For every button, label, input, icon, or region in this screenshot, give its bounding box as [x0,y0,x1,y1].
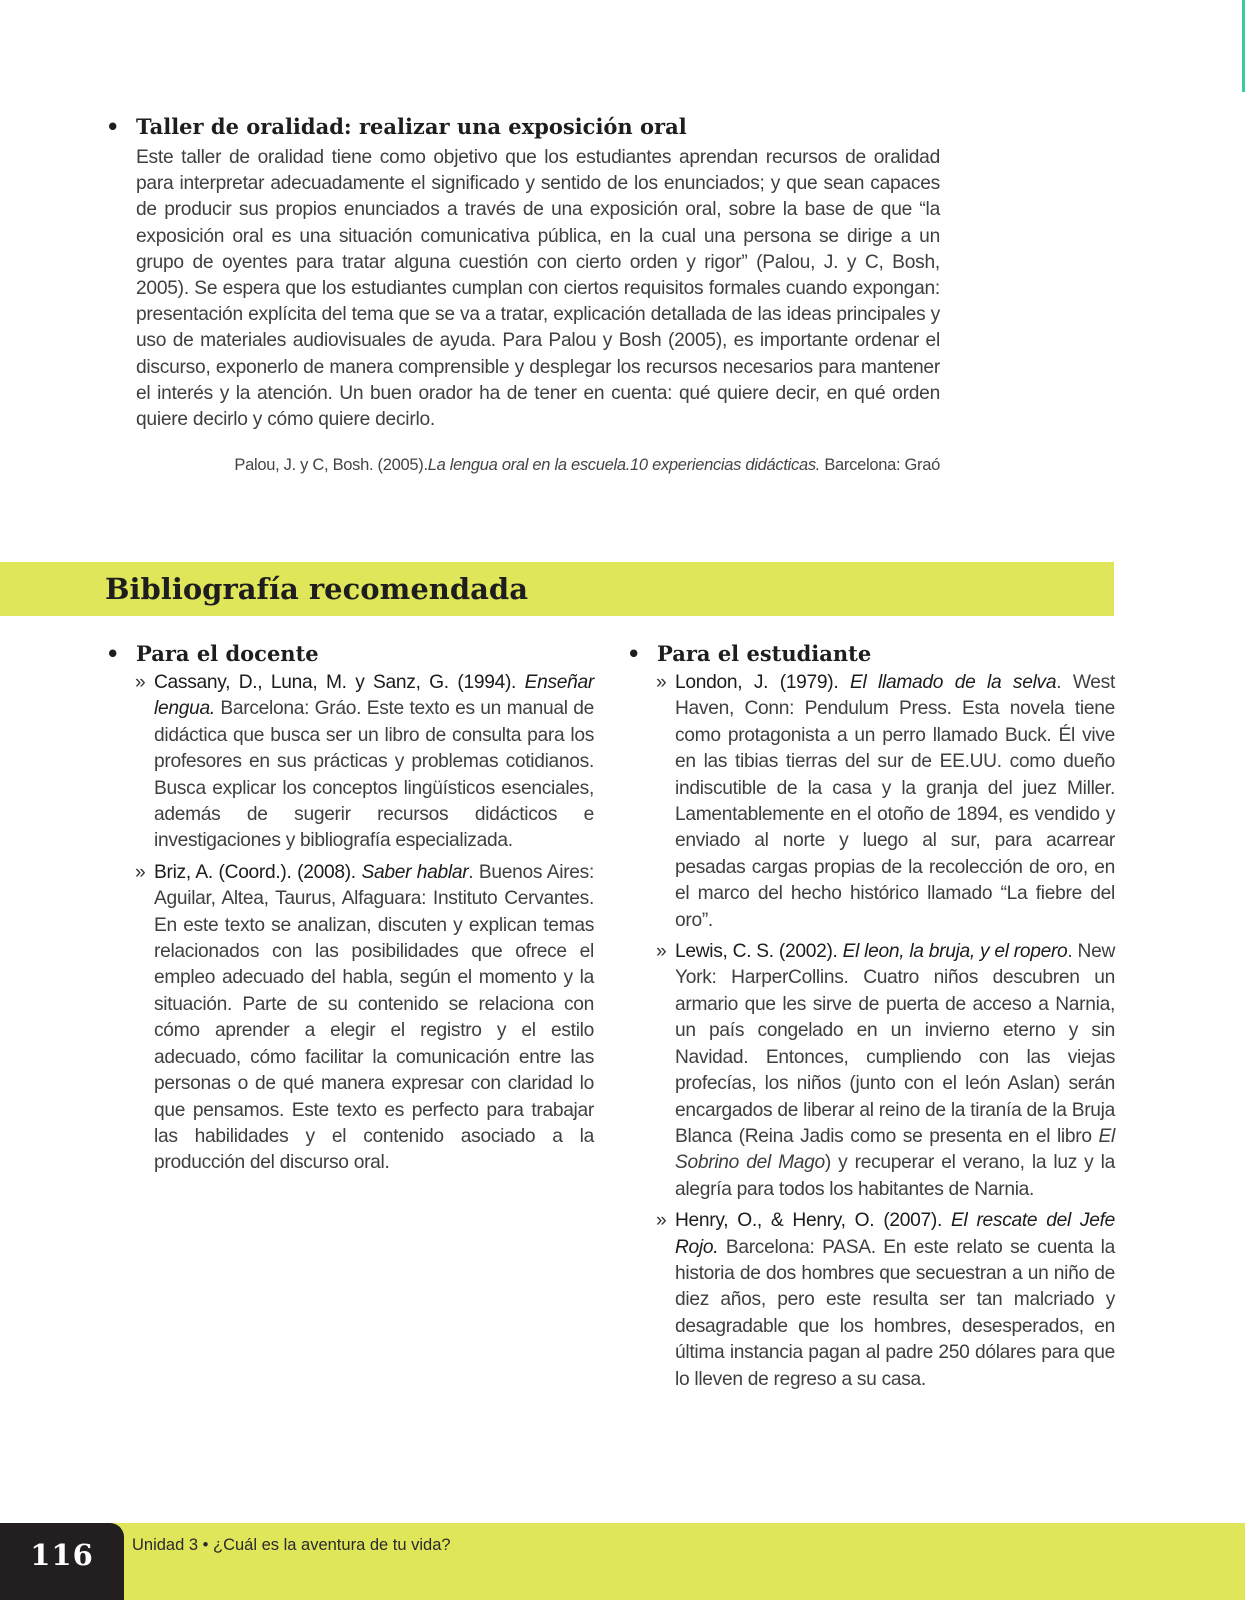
taller-body: Este taller de oralidad tiene como objetivo que los estudiantes aprendan recursos de oralidad para interpretar adecuadamente el significado y sentido de los enunciados; y que sean capaces de producir sus propios enunciados a través de una exposición oral, sobre la base de que “la exposición oral es una situación comunicativa pública, en la cual una persona se dirige a un grupo de oyentes para tratar alguna cuestión con cierto orden y rigor” (Palou, J. y C, Bosh, 2005). Se espera que los estudiantes cumplan con ciertos requisitos formales cuando expongan: presentación explícita del tema que se va a tratar, explicación detallada de las ideas principales y uso de materiales audiovisuales de ayuda. Para Palou y Bosh (2005), es importante ordenar el discurso, exponerlo de manera comprensible y desplegar los recursos necesarios para mantener el interés y la atención. Un buen orador ha de tener en cuenta: qué quiere decir, en qué orden quiere decirlo y cómo quiere decirlo. [136,147,940,431]
reference-author: Lewis, C. S. (2002). [675,941,843,963]
citation-authors: Palou, J. y C, Bosh. (2005). [234,456,428,475]
estudiante-column [627,639,1115,1398]
docente-column [106,639,594,1182]
reference-author: London, J. (1979). [675,672,850,693]
reference-description: Barcelona: Gráo. Este texto es un manual de didáctica que busca ser un libro de consulta para los profesores en sus prácticas y problemas cotidianos. Busca explicar los conceptos lingüísticos esenciales, además de sugerir recursos didácticos e investigaciones y bibliografía especializada. [154,698,594,852]
taller-heading [106,112,940,142]
reference-description: . Buenos Aires: Aguilar, Altea, Taurus, Alfaguara: Instituto Cervantes. En este texto se analizan, discuten y explican temas relacionados con las posibilidades que ofrece el empleo adecuado del habla, según el momento y la situación. Parte de su contenido se relaciona con cómo aprender a elegir el registro y el estilo adecuado, cómo facilitar la comunicación entre las personas o de qué manera expresar con claridad lo que pensamos. Este texto es perfecto para trabajar las habilidades y el contenido asociado a la producción del discurso oral. [154,861,594,1174]
page-number-box [0,1523,124,1600]
estudiante-heading [627,639,1115,669]
reference-title: Saber hablar [361,861,469,883]
reference-entry [656,670,1115,934]
raquo-icon: » [656,941,667,963]
bullet-icon: • [106,642,120,666]
reference-title: El llamado de la selva [850,672,1057,693]
reference-entry [135,670,594,855]
section-title: Bibliografía recomendada [105,572,528,606]
taller-title: Taller de oralidad: realizar una exposición oral [136,114,687,139]
citation-title: La lengua oral en la escuela.10 experiencias didácticas. [427,456,821,475]
page-number: 116 [30,1538,94,1572]
taller-citation [106,454,940,476]
citation-publisher: Barcelona: Graó [820,456,940,475]
reference-title: El rescate del Jefe Rojo. [675,1210,1115,1258]
reference-description: . New York: HarperCollins. Cuatro niños descubren un armario que les sirve de puerta de acceso a Narnia, un país congelado en un invierno eterno y sin Navidad. Entonces, cumpliendo con las viejas profecías, los niños (junto con el león Aslan) serán encargados de liberar al reino de la tiranía de la Bruja Blanca (Reina Jadis como se presenta en el libro [675,941,1115,1147]
raquo-icon: » [656,1210,667,1232]
reference-description-end: ) y recuperar el verano, la luz y la alegría para todos los habitantes de Narnia. [675,1152,1115,1200]
reference-title: Enseñar lengua. [154,672,594,720]
bullet-icon: • [627,642,641,666]
reference-description: Barcelona: PASA. En este relato se cuenta la historia de dos hombres que secuestran a un niño de diez años, pero este resulta ser tan malcriado y desagradable que los hombres, desesperados, en última instancia pagan al padre 250 dólares para que lo lleven de regreso a su casa. [675,1236,1115,1390]
docente-title: Para el docente [136,641,319,666]
raquo-icon: » [656,672,667,693]
reference-title: El leon, la bruja, y el ropero [842,941,1068,963]
section-band [0,562,1114,616]
docente-heading [106,639,594,669]
raquo-icon: » [135,672,146,693]
raquo-icon: » [135,861,146,883]
reference-entry [656,939,1115,1203]
reference-entry [135,860,594,1177]
reference-entry [656,1208,1115,1393]
reference-description: . West Haven, Conn: Pendulum Press. Esta novela tiene como protagonista a un perro llamado Buck. Él vive en las tibias tierras del sur de EE.UU. como dueño indiscutible de la casa y la granja del juez Miller. Lamentablemente en el otoño de 1894, es vendido y enviado al norte y luego al sur, para acarrear pesadas cargas propias de la recolección de oro, en el marco del hecho histórico llamado “La fiebre del oro”. [675,672,1115,931]
reference-inline-title: El Sobrino del Mago [675,1125,1115,1174]
reference-author: Briz, A. (Coord.). (2008). [154,861,362,883]
footer-unit-title: Unidad 3 • ¿Cuál es la aventura de tu vida? [132,1536,451,1554]
reference-author: Cassany, D., Luna, M. y Sanz, G. (1994). [154,672,525,693]
taller-section [106,112,940,476]
bullet-icon: • [106,115,120,139]
estudiante-title: Para el estudiante [657,641,872,666]
reference-author: Henry, O., & Henry, O. (2007). [675,1210,951,1232]
